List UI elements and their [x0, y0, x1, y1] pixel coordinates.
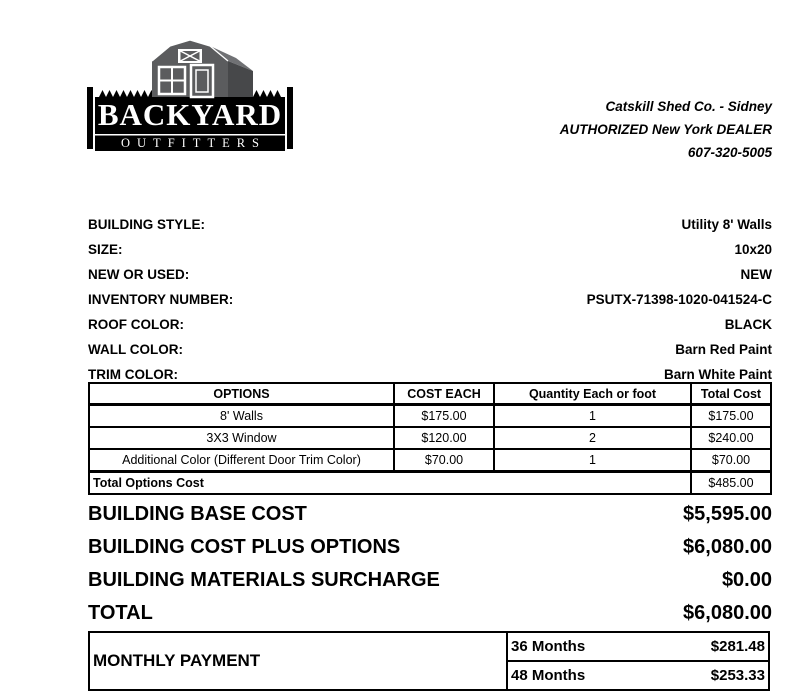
detail-row-roof-color	[88, 312, 772, 337]
logo-brand-name: BACKYARD	[97, 97, 283, 132]
option-name-cell: Additional Color (Different Door Trim Color)	[89, 449, 394, 472]
detail-label: SIZE:	[88, 242, 123, 257]
cost-summary-section	[88, 498, 772, 630]
options-header: OPTIONS	[89, 383, 394, 405]
quantity-cell: 2	[494, 427, 691, 449]
cost-each-header: COST EACH	[394, 383, 494, 405]
summary-value: $0.00	[721, 569, 772, 591]
summary-label: TOTAL	[88, 602, 153, 624]
total-cost-cell: $240.00	[691, 427, 771, 449]
option-name-cell: 3X3 Window	[89, 427, 394, 449]
total-options-row	[89, 472, 771, 495]
summary-label: BUILDING BASE COST	[88, 503, 307, 525]
backyard-outfitters-logo	[85, 37, 295, 155]
detail-value: 10x20	[734, 242, 772, 257]
detail-row-building-style	[88, 212, 772, 237]
detail-value: Utility 8' Walls	[681, 217, 772, 232]
options-table	[88, 382, 772, 495]
detail-value: BLACK	[724, 317, 772, 332]
quantity-cell: 1	[494, 405, 691, 428]
detail-label: NEW OR USED:	[88, 267, 190, 282]
detail-label: WALL COLOR:	[88, 342, 183, 357]
payment-amount: $253.33	[710, 667, 765, 684]
payment-amount: $281.48	[710, 638, 765, 655]
summary-row-total	[88, 597, 772, 630]
detail-row-inventory-number	[88, 287, 772, 312]
detail-label: BUILDING STYLE:	[88, 217, 205, 232]
summary-label: BUILDING COST PLUS OPTIONS	[88, 536, 401, 558]
payment-plans	[508, 633, 768, 689]
dealer-info	[432, 95, 772, 164]
detail-value: Barn Red Paint	[675, 342, 772, 357]
total-options-label: Total Options Cost	[89, 472, 691, 495]
options-header-row	[89, 383, 771, 405]
summary-value: $5,595.00	[683, 503, 772, 525]
summary-row-cost-plus-options	[88, 531, 772, 564]
option-name-cell: 8' Walls	[89, 405, 394, 428]
payment-plan-row-36	[508, 633, 768, 660]
summary-label: BUILDING MATERIALS SURCHARGE	[88, 569, 440, 591]
payment-term: 36 Months	[511, 638, 586, 655]
cost-each-cell: $120.00	[394, 427, 494, 449]
building-details-section	[88, 212, 772, 387]
payment-term: 48 Months	[511, 667, 586, 684]
detail-value: NEW	[740, 267, 772, 282]
monthly-payment-label: MONTHLY PAYMENT	[90, 633, 508, 689]
detail-row-size	[88, 237, 772, 262]
option-row	[89, 405, 771, 428]
detail-label: TRIM COLOR:	[88, 367, 178, 382]
cost-each-cell: $70.00	[394, 449, 494, 472]
summary-row-base-cost	[88, 498, 772, 531]
total-cost-cell: $70.00	[691, 449, 771, 472]
dealer-phone: 607-320-5005	[687, 145, 772, 160]
total-cost-cell: $175.00	[691, 405, 771, 428]
detail-value: PSUTX-71398-1020-041524-C	[586, 292, 772, 307]
summary-value: $6,080.00	[683, 536, 772, 558]
detail-row-wall-color	[88, 337, 772, 362]
payment-plan-row-48	[508, 660, 768, 689]
dealer-authorized-line: AUTHORIZED New York DEALER	[559, 122, 772, 137]
cost-each-cell: $175.00	[394, 405, 494, 428]
total-options-value: $485.00	[691, 472, 771, 495]
dealer-name: Catskill Shed Co. - Sidney	[605, 99, 772, 114]
detail-value: Barn White Paint	[663, 367, 772, 382]
option-row	[89, 427, 771, 449]
logo-brand-subtitle: OUTFITTERS	[121, 136, 266, 150]
option-row	[89, 449, 771, 472]
summary-row-materials-surcharge	[88, 564, 772, 597]
summary-value: $6,080.00	[683, 602, 772, 624]
monthly-payment-table	[88, 631, 770, 691]
detail-label: INVENTORY NUMBER:	[88, 292, 234, 307]
detail-row-new-or-used	[88, 262, 772, 287]
quantity-cell: 1	[494, 449, 691, 472]
detail-label: ROOF COLOR:	[88, 317, 184, 332]
quantity-header: Quantity Each or foot	[494, 383, 691, 405]
total-cost-header: Total Cost	[691, 383, 771, 405]
